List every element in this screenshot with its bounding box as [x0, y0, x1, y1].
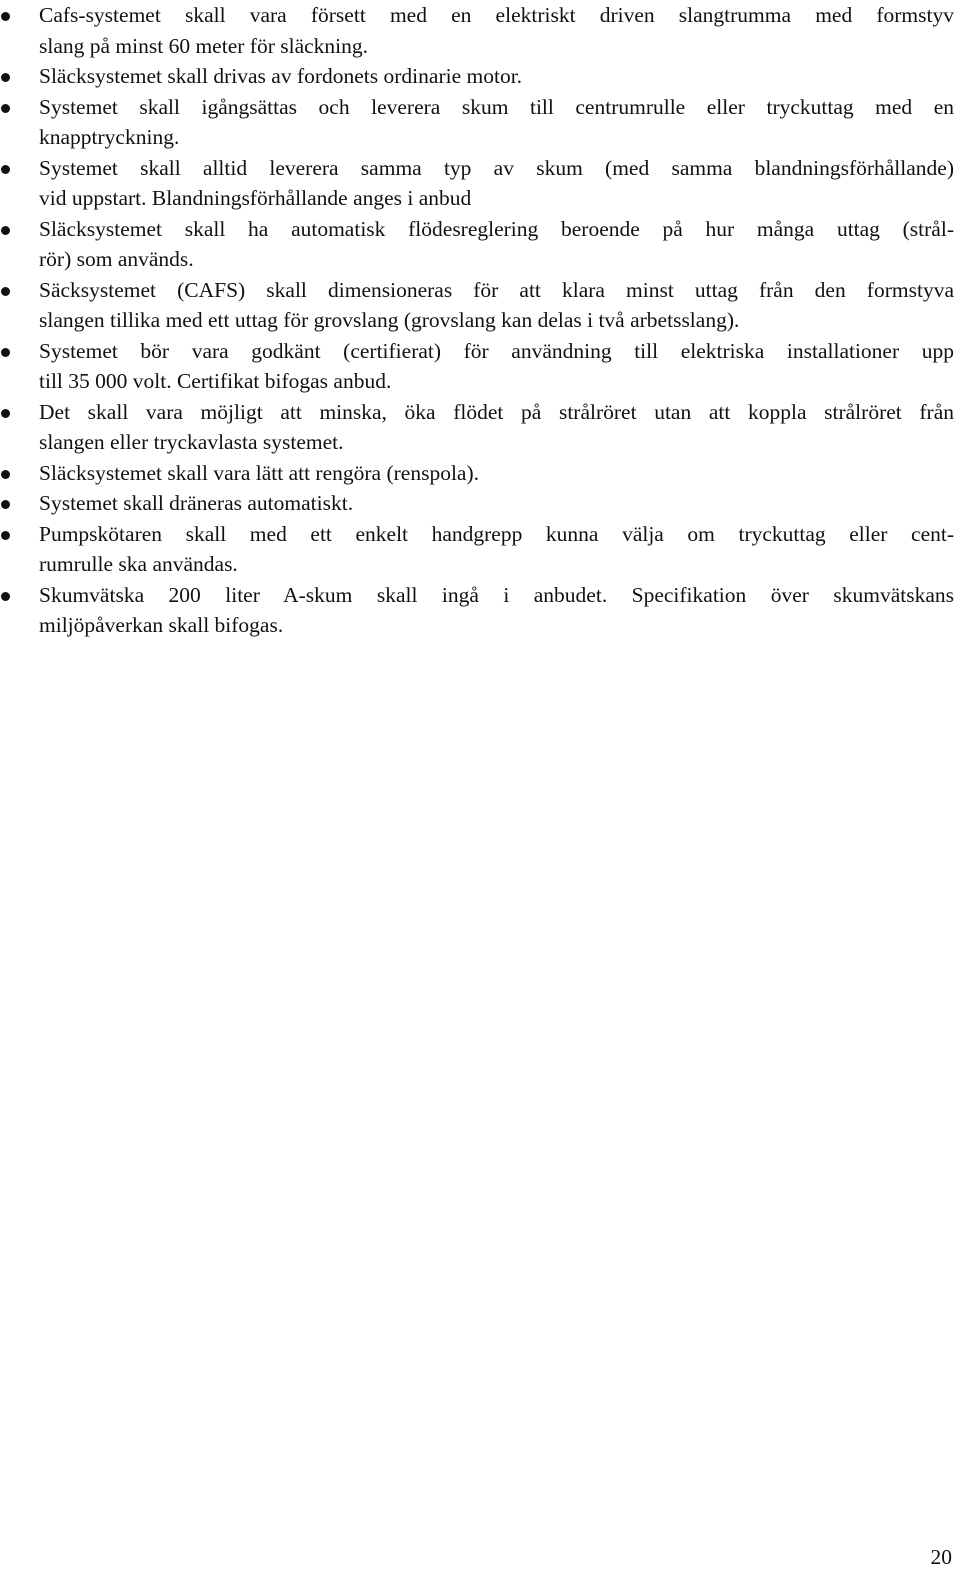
- bullet-icon: [1, 531, 10, 540]
- bullet-icon: [1, 470, 10, 479]
- bullet-item-handgrepp: [0, 519, 960, 580]
- bullet-text-line: Släcksystemet skall ha automatisk flödesreglering beroende på hur många uttag (strål-: [39, 216, 954, 241]
- bullet-text-line: Pumpskötaren skall med ett enkelt handgrepp kunna välja om tryckuttag eller cent-: [39, 521, 954, 546]
- bullet-text-line: Släcksystemet skall drivas av fordonets ordinarie motor.: [39, 64, 523, 88]
- bullet-item-certifierat: [0, 336, 960, 397]
- bullet-text-line: Det skall vara möjligt att minska, öka flödet på strålröret utan att koppla strålröret från: [39, 399, 954, 424]
- bullet-text-line: Systemet bör vara godkänt (certifierat) för användning till elektriska installationer upp: [39, 338, 954, 363]
- bullet-text-line: slangen eller tryckavlasta systemet.: [39, 430, 344, 454]
- bullet-text-line: vid uppstart. Blandningsförhållande anges i anbud: [39, 186, 472, 210]
- bullet-item-skumvatska: [0, 580, 960, 641]
- bullet-text-line: till 35 000 volt. Certifikat bifogas anbud.: [39, 369, 392, 393]
- bullet-icon: [1, 104, 10, 113]
- bullet-text-line: Systemet skall alltid leverera samma typ av skum (med samma blandningsförhållande): [39, 155, 954, 180]
- bullet-text-line: slangen tillika med ett uttag för grovslang (grovslang kan delas i två arbetsslang).: [39, 308, 740, 332]
- bullet-text-line: Säcksystemet (CAFS) skall dimensioneras för att klara minst uttag från den formstyva: [39, 277, 954, 302]
- bullet-item-rengora: [0, 458, 960, 489]
- bullet-item-flodet: [0, 397, 960, 458]
- bullet-text-line: slang på minst 60 meter för släckning.: [39, 33, 368, 58]
- bullet-text-line: miljöpåverkan skall bifogas.: [39, 613, 284, 637]
- page-number: 20: [930, 1545, 952, 1569]
- bullet-icon: [1, 12, 10, 21]
- bullet-icon: [1, 592, 10, 601]
- bullet-item-flodesreglering: [0, 214, 960, 275]
- bullet-icon: [1, 409, 10, 418]
- bullet-icon: [1, 226, 10, 235]
- bullet-text-line: Cafs-systemet skall vara försett med en elektriskt driven slangtrumma med formstyv: [39, 3, 954, 27]
- bullet-item-samma-skum: [0, 153, 960, 214]
- bullet-text-line: rör) som används.: [39, 247, 194, 271]
- bullet-text-line: knapptryckning.: [39, 125, 180, 149]
- bullet-text-line: Systemet skall igångsättas och leverera skum till centrumrulle eller tryckuttag med en: [39, 94, 954, 119]
- bullet-item-igangsattas: [0, 92, 960, 153]
- bullet-icon: [1, 165, 10, 174]
- bullet-item-draneras: [0, 488, 960, 519]
- bullet-text-line: rumrulle ska användas.: [39, 552, 238, 576]
- bullet-item-dimensionering: [0, 275, 960, 336]
- bullet-text-line: Skumvätska 200 liter A-skum skall ingå i anbudet. Specifikation över skumvätskans: [39, 582, 954, 607]
- bullet-text-line: Släcksystemet skall vara lätt att rengöra (renspola).: [39, 460, 479, 485]
- bullet-icon: [1, 287, 10, 296]
- bullet-icon: [1, 348, 10, 357]
- bullet-icon: [1, 73, 10, 82]
- bullet-text-line: Systemet skall dräneras automatiskt.: [39, 491, 354, 515]
- requirements-bullet-list: [0, 0, 960, 641]
- bullet-icon: [1, 500, 10, 509]
- bullet-item-motor: [0, 61, 960, 92]
- bullet-item-slangtrumma: [0, 0, 960, 61]
